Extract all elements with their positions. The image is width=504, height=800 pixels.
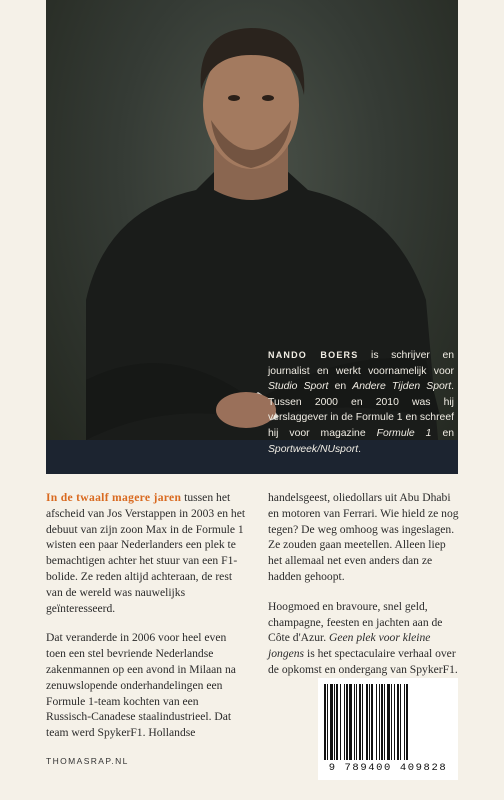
bio-italic: Formule 1: [376, 427, 432, 439]
bio-text: .: [358, 443, 361, 455]
blurb-paragraph: [46, 490, 246, 616]
bio-italic: Studio Sport: [268, 381, 329, 393]
blurb-paragraph: [268, 599, 460, 678]
bio-text: is schrijver en journalist en werkt voornamelijk voor: [268, 350, 454, 377]
isbn-barcode: [318, 678, 458, 780]
blurb-text: tussen het afscheid van Jos Verstappen in 2003 en het debuut van zijn zoon Max in de Formule 1 wisten een paar Nederlanders een plek te bemachtigen achter het stuur van een F1-bolide. Ze reden altijd achteraan, de rest van de wereld was nauwelijks geïnteresseerd.: [46, 491, 246, 615]
bio-text: en: [328, 381, 353, 393]
barcode-bars: [322, 684, 454, 760]
bio-text: en: [431, 427, 455, 439]
author-name: NANDO BOERS: [268, 350, 359, 360]
blurb-left-column: [46, 490, 246, 755]
blurb-text: is het spectaculaire verhaal over de opkomst en ondergang van SpykerF1.: [268, 647, 458, 676]
isbn-number: 9 789400 409828: [328, 762, 448, 774]
blurb-paragraph: handelsgeest, oliedollars uit Abu Dhabi en motoren van Ferrari. Wie hield ze nog tegen? De weg omhoog was ingeslagen. Ze zouden gaan meetellen. Alleen liep het allemaal net even anders dan ze hadden gehoopt.: [268, 491, 459, 583]
bio-italic: Andere Tijden Sport: [352, 381, 452, 393]
bio-italic: Sportweek/NUsport: [268, 443, 359, 455]
blurb-text: Hoogmoed en bravoure, snel geld, champagne, feesten en jachten aan de Côte d'Azur.: [268, 599, 443, 645]
blurb-paragraph: Dat veranderde in 2006 voor heel even toen een stel bevriende Nederlandse zakenmannen op een avond in Milaan na zenuwslopende onderhandelingen een Formule 1-team kochten van een Russisch-Canadese staalindustrieel. Dat team werd SpykerF1. Hollandse: [46, 631, 236, 740]
author-bio: [268, 348, 454, 457]
publisher-website: THOMASRAP.NL: [46, 756, 129, 766]
blurb-right-column: [268, 490, 460, 692]
bio-text: . Tussen 2000 en 2010 was hij verslaggever in de Formule 1 en schreef hij voor magazine: [268, 381, 454, 439]
book-title: Geen plek voor kleine jongens: [268, 631, 431, 661]
blurb-lead: In de twaalf magere jaren: [46, 491, 182, 504]
